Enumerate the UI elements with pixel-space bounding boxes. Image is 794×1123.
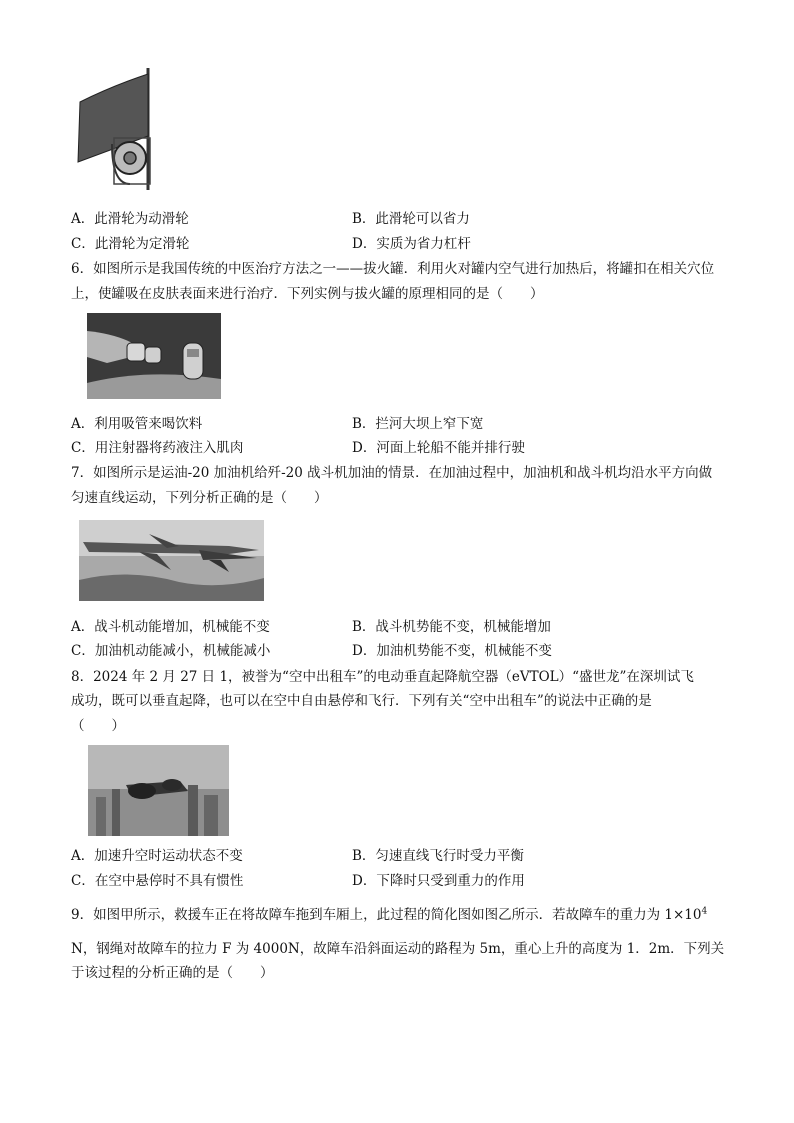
q6-stem-line2: 上，使罐吸在皮肤表面来进行治疗．下列实例与拔火罐的原理相同的是（ ）: [71, 286, 544, 302]
q8-stem-line2: 成功，既可以垂直起降，也可以在空中自由悬停和飞行．下列有关“空中出租车”的说法中正确的是: [71, 693, 652, 709]
q6-option-b: B．拦河大坝上窄下宽: [352, 416, 484, 432]
q7-stem-line2: 匀速直线运动，下列分析正确的是（ ）: [71, 490, 328, 506]
q8-option-d: D．下降时只受到重力的作用: [352, 873, 525, 889]
q7-option-a: A．战斗机动能增加，机械能不变: [71, 619, 270, 635]
q9-stem-line1-text: 9．如图甲所示，救援车正在将故障车拖到车厢上，此过程的简化图如图乙所示．若故障车的重力为 1×10: [71, 907, 702, 923]
q7-option-d: D．加油机势能不变，机械能不变: [352, 643, 552, 659]
q6-option-c: C．用注射器将药液注入肌肉: [71, 440, 244, 456]
q5-option-b: B．此滑轮可以省力: [352, 211, 470, 227]
q8-option-b: B．匀速直线飞行时受力平衡: [352, 848, 524, 864]
q6-option-d: D．河面上轮船不能并排行驶: [352, 440, 525, 456]
q6-stem-line1: 6．如图所示是我国传统的中医治疗方法之一——拔火罐．利用火对罐内空气进行加热后，将罐扣在相关穴位: [71, 261, 715, 277]
q5-option-c: C．此滑轮为定滑轮: [71, 236, 190, 252]
q8-option-c: C．在空中悬停时不具有惯性: [71, 873, 244, 889]
q9-exponent: 4: [701, 906, 708, 917]
q8-stem-line3: （ ）: [71, 718, 125, 734]
q8-evtol-photo: [88, 745, 229, 836]
q5-pulley-flag-figure: [72, 66, 162, 192]
q5-option-a: A．此滑轮为动滑轮: [71, 211, 189, 227]
q8-stem-line1: 8．2024 年 2 月 27 日 1，被誉为“空中出租车”的电动垂直起降航空器（eVTOL）“盛世龙”在深圳试飞: [71, 669, 694, 685]
q7-option-b: B．战斗机势能不变，机械能增加: [352, 619, 551, 635]
q6-option-a: A．利用吸管来喝饮料: [71, 416, 203, 432]
q8-option-a: A．加速升空时运动状态不变: [71, 848, 243, 864]
q7-refueling-photo: [79, 520, 264, 601]
q9-stem-line2: N，钢绳对故障车的拉力 F 为 4000N，故障车沿斜面运动的路程为 5m，重心上升的高度为 1．2m．下列关: [71, 941, 725, 957]
q9-stem-line1: [71, 905, 724, 925]
q5-option-d: D．实质为省力杠杆: [352, 236, 471, 252]
q6-cupping-photo: [87, 313, 221, 399]
q7-option-c: C．加油机动能减小，机械能减小: [71, 643, 271, 659]
q7-stem-line1: 7．如图所示是运油-20 加油机给歼-20 战斗机加油的情景．在加油过程中，加油机和战斗机均沿水平方向做: [71, 465, 713, 481]
q9-stem-line3: 于该过程的分析正确的是（ ）: [71, 965, 274, 981]
